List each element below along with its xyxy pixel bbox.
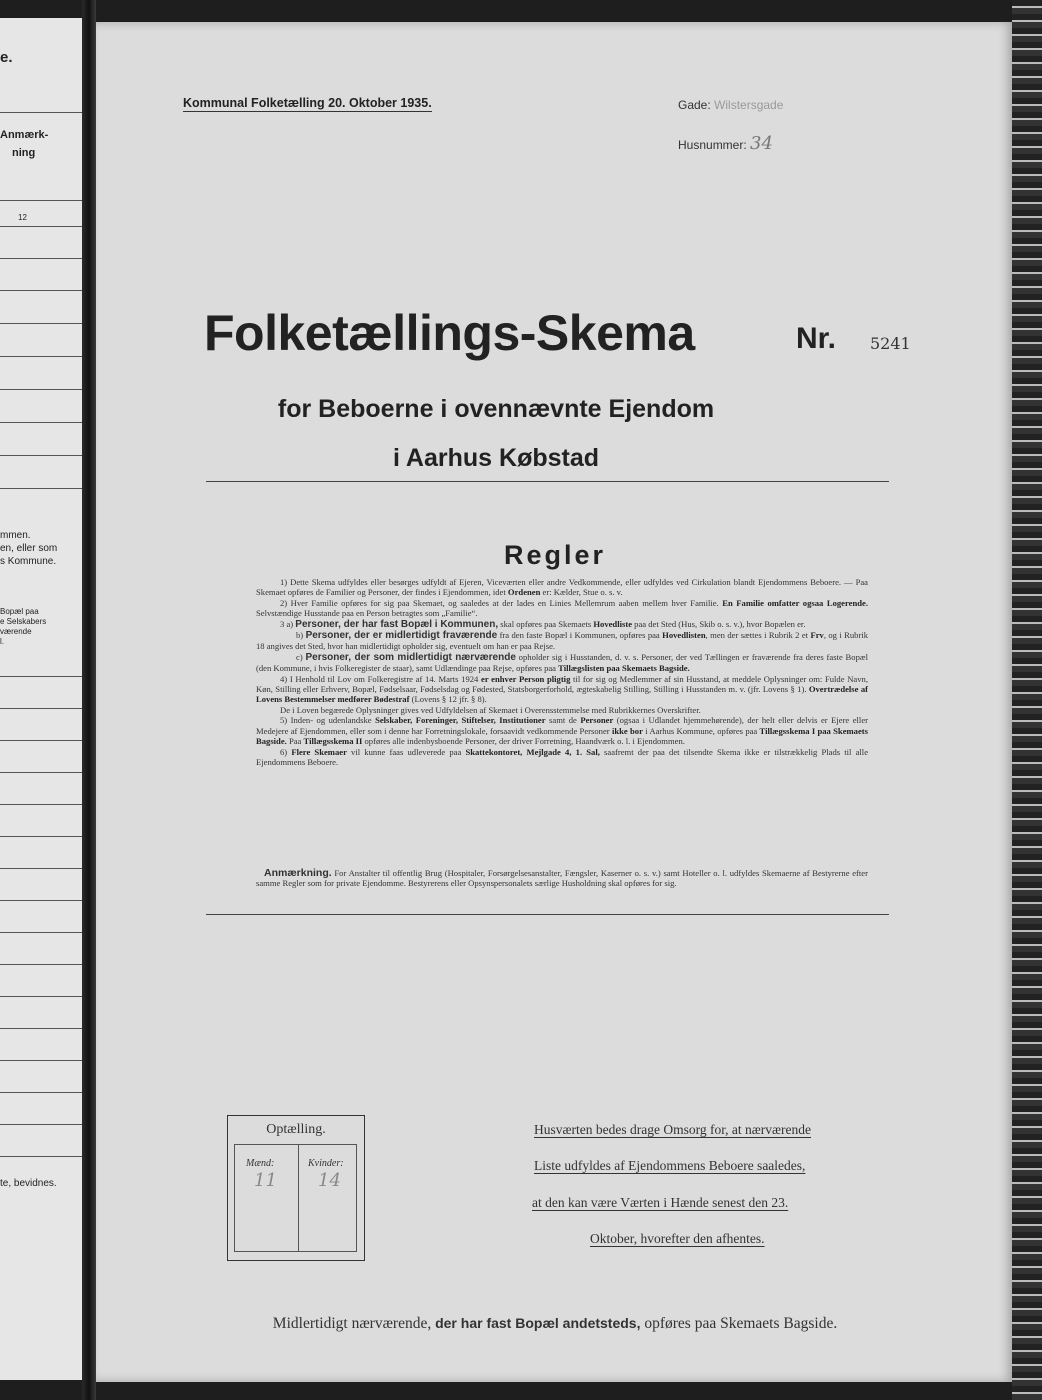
divider [0,1124,82,1125]
divider [0,772,82,773]
house-number-label: Husnummer: [678,138,747,152]
census-form-page [96,22,1014,1382]
remark-text: For Anstalter til offentlig Brug (Hospitaler, Forsørgelsesanstalter, Fængsler, Kaserner o. s. v.) samt Hoteller o. l. udfyldes Skemaerne af Bestyrerne efter samme Regler som for private Ejendomme. Bestyrerens eller Opsynspersonalets særlige Husholdning skal opføres for sig. [256,868,868,889]
street-value: Wilstersgade [714,98,784,112]
house-number-value: 34 [750,133,773,154]
rule-5: 5) Inden- og udenlandske Selskaber, Foreninger, Stiftelser, Institutioner samt de Personer (ogsaa i Udlandet hjemmehørende), der helt eller delvis er Ejere eller Medejere af Ejendommen, eller som i denne har Forretningslokale, forsaavidt vedkommende Personer ikke bor i Aarhus Kommune, opføres paa Tillægsskema I paa Skemaets Bagside. Paa Tillægsskema II opføres alle indenbysboende Personer, der driver Forretning, Haandværk o. l. i Ejendommen. [256,715,868,747]
divider [0,868,82,869]
divider [0,900,82,901]
notice-line: Liste udfyldes af Ejendommens Beboere saaledes, [534,1158,806,1173]
count-box [227,1115,365,1261]
left-page-fragment: Bopæl paa [0,607,39,616]
left-page-fragment: mmen. [0,530,31,541]
divider [0,356,82,357]
left-page-fragment: te, bevidnes. [0,1178,57,1189]
house-number-field [678,133,773,154]
divider [0,708,82,709]
females-count: 14 [318,1170,341,1191]
page-stack-edge [1012,0,1042,1400]
rules-heading: Regler [503,540,607,570]
street-field [678,98,783,112]
rule-6: 6) Flere Skemaer vil kunne faas udleverede paa Skattekontoret, Mejlgade 4, 1. Sal, saafremt der paa det tilsendte Skema ikke er tilstrækkelig Plads til alle Ejendommens Beboere. [256,746,869,767]
rule-3b: b) Personer, der er midlertidigt fraværende fra den faste Bopæl i Kommunen, opføres paa Hovedlisten, men der sættes i Rubrik 2 et Frv, og i Rubrik 18 angives det Sted, hvor han midlertidigt opholder sig, eventuelt om han er paa Rejse. [256,630,869,652]
divider [0,112,82,113]
rule-4-note: De i Loven begærede Oplysninger gives ved Udfyldelsen af Skemaet i Overensstemmelse med Rubrikkernes Overskrifter. [280,704,701,715]
males-label: Mænd: [246,1158,275,1169]
form-subtitle: for Beboerne i ovennævnte Ejendom [277,395,715,423]
divider [0,455,82,456]
divider [0,740,82,741]
divider [0,804,82,805]
notice-line: Oktober, hvorefter den afhentes. [590,1231,765,1246]
rules-text [256,577,868,767]
divider [0,389,82,390]
rule-3a: 3 a) Personer, der har fast Bopæl i Kommunen, skal opføres paa Skemaets Hovedliste paa det Sted (Hus, Skib o. s. v.), hvor Bopælen er. [280,618,806,630]
divider [0,932,82,933]
left-page-fragment: s Kommune. [0,556,57,567]
divider [0,290,82,291]
form-title: Folketællings-Skema [204,305,695,361]
count-title: Optælling. [266,1122,326,1137]
divider [0,1028,82,1029]
divider [0,1092,82,1093]
rule-1: 1) Dette Skema udfyldes eller besørges udfyldt af Ejeren, Viceværten eller andre Vedkommende, eller udfyldes ved Cirkulation blandt Ejendommens Beboere. — Paa Skemaet opføres de Familier og Personer, der findes i Ejendommen, idet Ordenen er: Kælder, Stue o. s. v. [256,577,868,598]
left-page-fragment: l. [0,637,4,646]
rule-3c: c) Personer, der som midlertidigt nærværende opholder sig i Husstanden, d. v. s. Personer, der ved Tællingen er fraværende fra deres faste Bopæl (den Kommune, i hvis Folkeregister de staar), samt Udlændinge paa Rejse, opføres paa Tillægslisten paa Skemaets Bagside. [256,651,868,674]
number-label: Nr. [796,322,837,355]
divider [0,422,82,423]
form-number: 5241 [870,334,911,353]
divider [0,226,82,227]
remarks-header: ning [12,147,36,159]
column-number: 12 [18,213,27,222]
notice-line: at den kan være Værten i Hænde senest den 23. [532,1195,789,1210]
females-label: Kvinder: [308,1158,344,1169]
divider [0,258,82,259]
divider [0,836,82,837]
divider [206,914,889,915]
divider [0,200,82,201]
book-gutter [82,0,96,1400]
footer-note: Midlertidigt nærværende, der har fast Bopæl andetsteds, opføres paa Skemaets Bagside. [272,1315,838,1332]
notice-line: Husværten bedes drage Omsorg for, at nærværende [534,1122,812,1137]
left-page-fragment: e. [0,49,13,66]
remark-note [256,868,868,889]
census-title: Kommunal Folketælling 20. Oktober 1935. [183,96,432,110]
divider [0,676,82,677]
rule-4: 4) I Henhold til Lov om Folkeregistre af 14. Marts 1924 er enhver Person pligtig til for sig og Medlemmer af sin Husstand, at meddele Oplysninger om: Fulde Navn, Køn, Stilling eller Erhverv, Bopæl, Fødselsaar, Fødselsdag og Fødested, Statsborgerforhold, ægteskabelig Stilling, Stilling i Husstanden m. v. (jfr. Lovens § 1). Overtrædelse af Lovens Bestemmelser medfører Bødestraf (Lovens § 12 jfr. § 8). [256,673,868,705]
remark-label: Anmærkning. [264,867,332,879]
left-page-fragment: en, eller som [0,543,58,554]
males-count: 11 [254,1170,277,1191]
divider [0,964,82,965]
divider [0,996,82,997]
rule-2: 2) Hver Familie opføres for sig paa Skemaet, og saaledes at der lades en Linies Mellemrum aaben mellem hver Familie. En Familie omfatter ogsaa Logerende. Selvstændige Husstande paa en Person betragtes som „Familie“. [256,597,868,619]
divider [206,481,889,482]
divider [0,1060,82,1061]
street-label: Gade: [678,98,711,112]
previous-page-edge [0,18,82,1380]
divider [0,1156,82,1157]
left-page-fragment: værende [0,627,32,636]
divider [0,323,82,324]
form-subtitle-town: i Aarhus Købstad [392,444,600,472]
divider [0,488,82,489]
remarks-header: Anmærk- [0,129,49,141]
left-page-fragment: e Selskabers [0,617,47,626]
